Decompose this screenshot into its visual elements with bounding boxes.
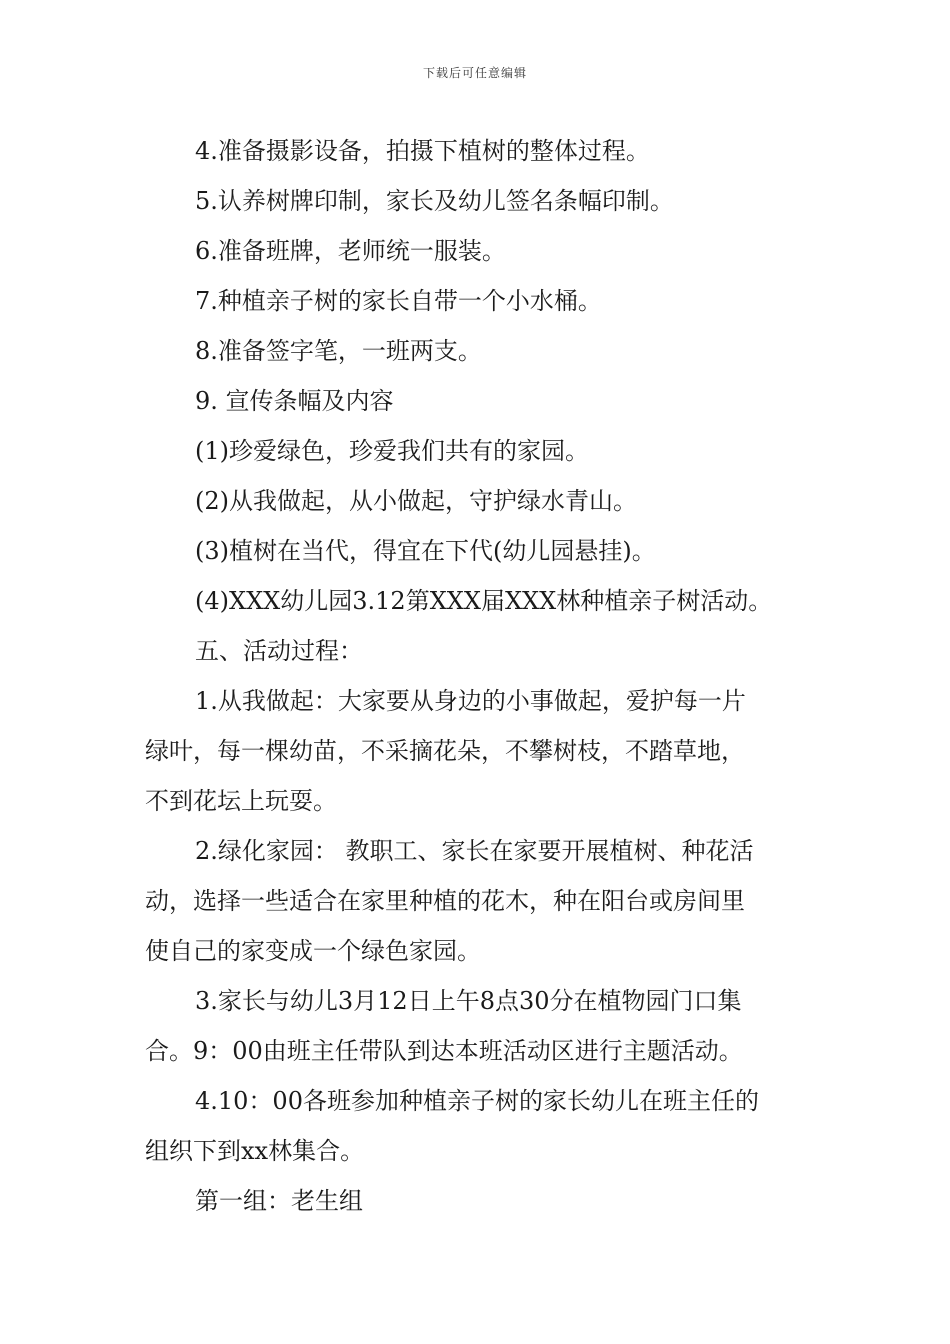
text-line: 4.准备摄影设备，拍摄下植树的整体过程。 [195,137,650,165]
text-line: 8.准备签字笔，一班两支。 [195,337,482,365]
text-line: 绿叶，每一棵幼苗，不采摘花朵，不攀树枝，不踏草地， [145,737,745,765]
text-line: 不到花坛上玩耍。 [145,787,337,815]
text-line: 7.种植亲子树的家长自带一个小水桶。 [195,287,602,315]
text-line: 9. 宣传条幅及内容 [195,387,394,415]
text-line: (4)XXX幼儿园3.12第XXX届XXX林种植亲子树活动。 [195,587,773,615]
text-line: 第一组：老生组 [195,1187,363,1215]
text-line: 合。9：00由班主任带队到达本班活动区进行主题活动。 [145,1037,743,1065]
text-line: (2)从我做起，从小做起，守护绿水青山。 [195,487,637,515]
text-line: 3.家长与幼儿3月12日上午8点30分在植物园门口集 [195,987,742,1015]
text-line: 4.10：00各班参加种植亲子树的家长幼儿在班主任的 [195,1087,759,1115]
text-line: 动，选择一些适合在家里种植的花木，种在阳台或房间里 [145,887,745,915]
text-line: 使自己的家变成一个绿色家园。 [145,937,481,965]
text-line: 1.从我做起：大家要从身边的小事做起，爱护每一片 [195,687,746,715]
text-line: 2.绿化家园： 教职工、家长在家要开展植树、种花活 [195,837,754,865]
section-heading: 五、活动过程： [195,637,363,665]
text-line: 5.认养树牌印制，家长及幼儿签名条幅印制。 [195,187,674,215]
document-body [145,126,807,1226]
text-line: (1)珍爱绿色，珍爱我们共有的家园。 [195,437,589,465]
text-line: 6.准备班牌，老师统一服装。 [195,237,506,265]
text-line: 组织下到xx林集合。 [145,1137,365,1165]
page-header: 下载后可任意编辑 [422,66,527,80]
text-line: (3)植树在当代，得宜在下代(幼儿园悬挂)。 [195,537,656,565]
